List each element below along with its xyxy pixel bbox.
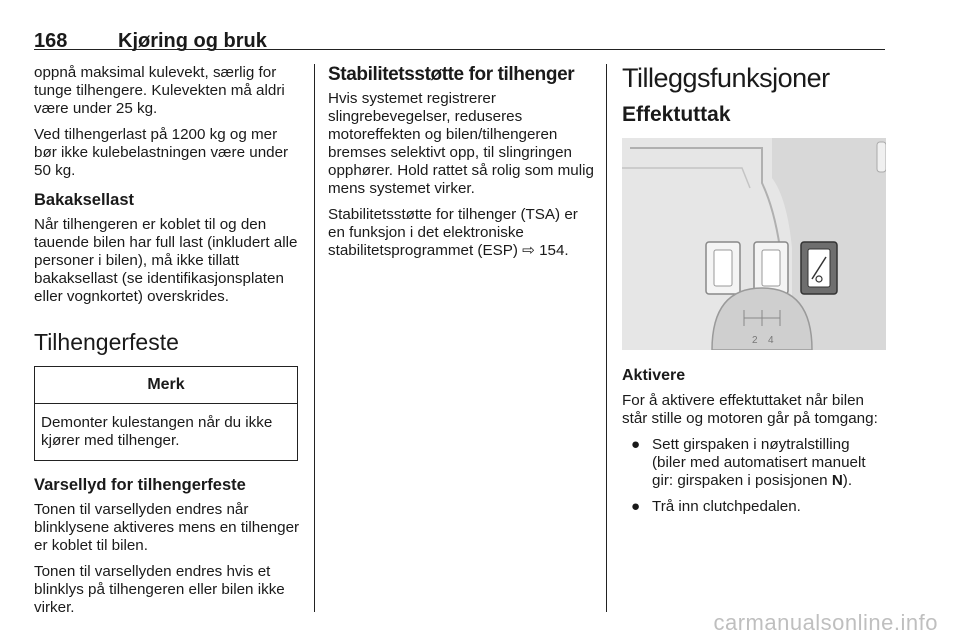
switch-left-icon [706, 242, 740, 294]
list-item [622, 436, 886, 490]
header-rule [34, 49, 885, 50]
note-title: Merk [35, 367, 297, 404]
switch-middle-icon [754, 242, 788, 294]
instruction-list [622, 436, 886, 516]
list-item-text: Trå inn clutchpedalen. [652, 498, 801, 515]
paragraph: Hvis systemet registrerer slingrebevegelser, reduseres motoreffekten og bilen/tilhengeren bremses selektivt opp, til slingringen opphører. Hold rattet så rolig som mulig mens systemet virker. [328, 90, 594, 197]
chapter-title: Kjøring og bruk [118, 30, 267, 52]
note-box [34, 366, 298, 461]
column-2 [328, 64, 596, 268]
list-item [622, 498, 886, 516]
note-body: Demonter kulestangen når du ikke kjører med tilhenger. [41, 414, 273, 449]
column-divider-2 [606, 64, 607, 612]
column-1 [34, 64, 302, 625]
list-item-text: Sett girspaken i nøytralstilling (biler med automatisert manuelt gir: girspaken i posisjonen [652, 436, 866, 489]
heading-aktivere: Aktivere [622, 367, 686, 384]
paragraph: Når tilhengeren er koblet til og den tauende bilen har full last (inkludert alle personer i bilen), må ikke tillatt bakaksellast (se identifikasjonsplaten eller vognkortet) overskrides. [34, 216, 298, 305]
paragraph: oppnå maksimal kulevekt, særlig for tunge tilhengere. Kulevekten må aldri være under 25 kg. [34, 64, 285, 117]
paragraph: Ved tilhengerlast på 1200 kg og mer bør ikke kulebelastningen være under 50 kg. [34, 126, 289, 179]
bullet-icon: ● [631, 436, 641, 453]
watermark: carmanualsonline.info [713, 610, 938, 635]
gear-position-n: N [831, 472, 843, 489]
heading-bakaksellast: Bakaksellast [34, 191, 134, 209]
paragraph: Tonen til varsellyden endres når blinklysene aktiveres mens en tilhenger er koblet til bilen. [34, 501, 300, 554]
list-item-text-end: ). [842, 472, 853, 489]
page-number: 168 [34, 30, 68, 52]
heading-effektuttak: Effektuttak [622, 103, 731, 126]
dashboard-illustration [622, 138, 886, 350]
bullet-icon: ● [631, 498, 641, 515]
gear-label: 2 [752, 335, 758, 346]
heading-tilleggsfunksjoner: Tilleggsfunksjoner [622, 63, 830, 93]
heading-varsellyd: Varsellyd for tilhengerfeste [34, 476, 246, 494]
paragraph: Tonen til varsellyden endres hvis et blinklys på tilhengeren eller bilen ikke virker. [34, 563, 285, 616]
heading-stabilitetsstotte: Stabilitetsstøtte for tilhenger [328, 64, 575, 85]
pto-switch-icon [801, 242, 837, 294]
column-divider-1 [314, 64, 315, 612]
column-3 [622, 64, 886, 524]
paragraph: For å aktivere effektuttaket når bilen står stille og motoren går på tomgang: [622, 392, 878, 427]
gear-label: 4 [768, 335, 774, 346]
paragraph: Stabilitetsstøtte for tilhenger (TSA) er en funksjon i det elektroniske stabilitetsprogrammet (ESP) ⇨ 154. [328, 206, 578, 259]
pto-switch-figure [622, 138, 886, 350]
heading-tilhengerfeste: Tilhengerfeste [34, 329, 179, 355]
